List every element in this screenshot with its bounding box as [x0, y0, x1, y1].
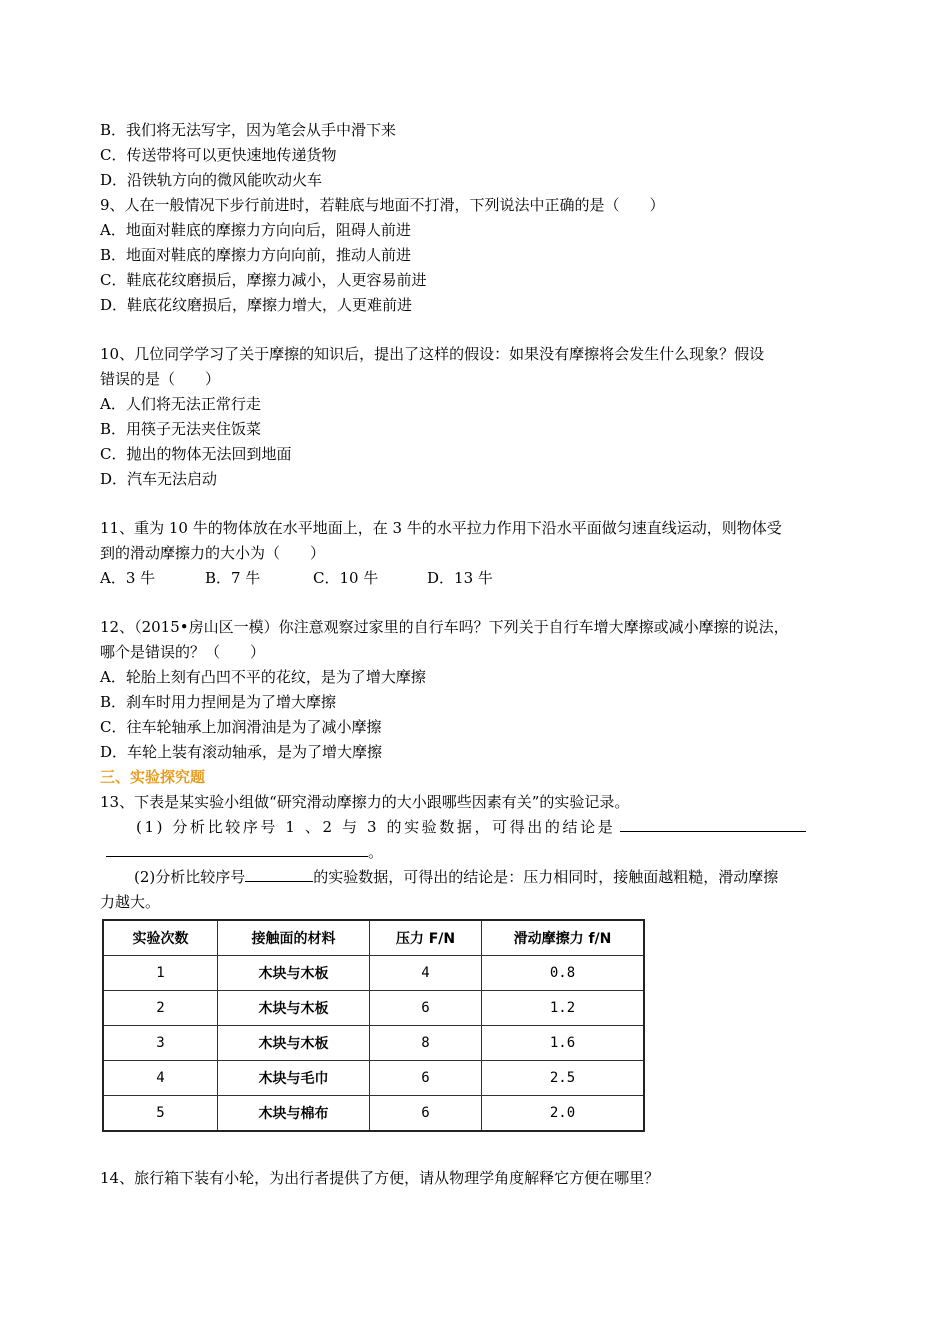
q13-part1-end: 。 [368, 843, 384, 861]
table-cell: 1.2 [482, 991, 645, 1026]
q11-options [100, 566, 870, 591]
q8-option-b: B．我们将无法写字，因为笔会从手中滑下来 [100, 121, 397, 139]
table-cell: 5 [103, 1096, 218, 1132]
table-row [103, 1061, 644, 1096]
table-cell: 6 [370, 1096, 482, 1132]
table-cell: 1.6 [482, 1026, 645, 1061]
q10-option-b: B．用筷子无法夹住饭菜 [100, 420, 262, 438]
worksheet-page [100, 118, 870, 1191]
spacer [100, 318, 870, 342]
table-row [103, 991, 644, 1026]
table-cell: 2.5 [482, 1061, 645, 1096]
table-cell: 木块与毛巾 [218, 1061, 370, 1096]
q13-part1-cont [100, 840, 870, 865]
q13-part2-blank[interactable] [245, 865, 313, 882]
table-header: 滑动摩擦力 f/N [482, 920, 645, 956]
q9-option-a: A．地面对鞋底的摩擦力方向向后，阻碍人前进 [100, 221, 411, 239]
table-cell: 4 [103, 1061, 218, 1096]
q11-option-d: D．13 牛 [427, 569, 493, 587]
table-cell: 6 [370, 1061, 482, 1096]
q11-option-c: C．10 牛 [313, 569, 379, 587]
table-cell: 2.0 [482, 1096, 645, 1132]
spacer [100, 591, 870, 615]
table-row [103, 956, 644, 991]
table-cell: 3 [103, 1026, 218, 1061]
q13-stem: 13、下表是某实验小组做“研究滑动摩擦力的大小跟哪些因素有关”的实验记录。 [100, 793, 630, 811]
q9-option-d: D．鞋底花纹磨损后，摩擦力增大，人更难前进 [100, 296, 413, 314]
q11-stem-line1: 11、重为 10 牛的物体放在水平地面上，在 3 牛的水平拉力作用下沿水平面做匀速直线运动，则物体受 [100, 519, 782, 537]
q13-part1-blank[interactable] [620, 815, 806, 832]
table-cell: 0.8 [482, 956, 645, 991]
table-row [103, 1096, 644, 1132]
q12-option-d: D．车轮上装有滚动轴承，是为了增大摩擦 [100, 743, 383, 761]
q9-option-b: B．地面对鞋底的摩擦力方向向前，推动人前进 [100, 246, 412, 264]
table-cell: 木块与木板 [218, 1026, 370, 1061]
q13-part1 [100, 815, 870, 840]
table-header: 压力 F/N [370, 920, 482, 956]
q14-stem: 14、旅行箱下装有小轮，为出行者提供了方便，请从物理学角度解释它方便在哪里？ [100, 1169, 660, 1187]
table-cell: 8 [370, 1026, 482, 1061]
table-cell: 木块与木板 [218, 956, 370, 991]
q13-part2-lead: (2)分析比较序号 [134, 868, 246, 886]
q13-part2-cont: 力越大。 [100, 893, 161, 911]
q13-part2 [100, 865, 870, 890]
q10-stem-line2: 错误的是（ ） [100, 370, 221, 388]
q13-part1-blank2[interactable] [106, 840, 368, 857]
q12-stem-line1: 12、（2015•房山区一模）你注意观察过家里的自行车吗？下列关于自行车增大摩擦或减小摩擦的说法， [100, 618, 789, 636]
q8-option-c: C．传送带将可以更快速地传递货物 [100, 146, 337, 164]
q10-option-a: A．人们将无法正常行走 [100, 395, 261, 413]
table-header: 接触面的材料 [218, 920, 370, 956]
table-header: 实验次数 [103, 920, 218, 956]
q13-part1-text: (1) 分析比较序号 1 、2 与 3 的实验数据，可得出的结论是 [136, 818, 616, 836]
q10-option-d: D．汽车无法启动 [100, 470, 218, 488]
table-cell: 木块与木板 [218, 991, 370, 1026]
q11-option-b: B．7 牛 [205, 569, 261, 587]
spacer [100, 1132, 870, 1166]
q12-option-c: C．往车轮轴承上加润滑油是为了减小摩擦 [100, 718, 382, 736]
q12-stem-line2: 哪个是错误的？（ ） [100, 643, 266, 661]
table-cell: 木块与棉布 [218, 1096, 370, 1132]
q8-option-d: D．沿铁轨方向的微风能吹动火车 [100, 171, 323, 189]
table-row [103, 1026, 644, 1061]
table-header-row [103, 920, 644, 956]
q10-stem-line1: 10、几位同学学习了关于摩擦的知识后，提出了这样的假设：如果没有摩擦将会发生什么现象？假设 [100, 345, 765, 363]
q9-stem: 9、人在一般情况下步行前进时，若鞋底与地面不打滑，下列说法中正确的是（ ） [100, 196, 665, 214]
q12-option-b: B．刹车时用力捏闸是为了增大摩擦 [100, 693, 337, 711]
experiment-table [102, 919, 645, 1132]
q13-part2-text: 的实验数据，可得出的结论是：压力相同时，接触面越粗糙，滑动摩擦 [313, 868, 779, 886]
table-cell: 2 [103, 991, 218, 1026]
q11-option-a: A．3 牛 [100, 569, 156, 587]
q11-stem-line2: 到的滑动摩擦力的大小为（ ） [100, 544, 326, 562]
table-cell: 4 [370, 956, 482, 991]
table-cell: 1 [103, 956, 218, 991]
section-heading: 三、实验探究题 [100, 768, 206, 786]
table-cell: 6 [370, 991, 482, 1026]
q9-option-c: C．鞋底花纹磨损后，摩擦力减小，人更容易前进 [100, 271, 427, 289]
q12-option-a: A．轮胎上刻有凸凹不平的花纹，是为了增大摩擦 [100, 668, 426, 686]
spacer [100, 492, 870, 516]
q10-option-c: C．抛出的物体无法回到地面 [100, 445, 292, 463]
